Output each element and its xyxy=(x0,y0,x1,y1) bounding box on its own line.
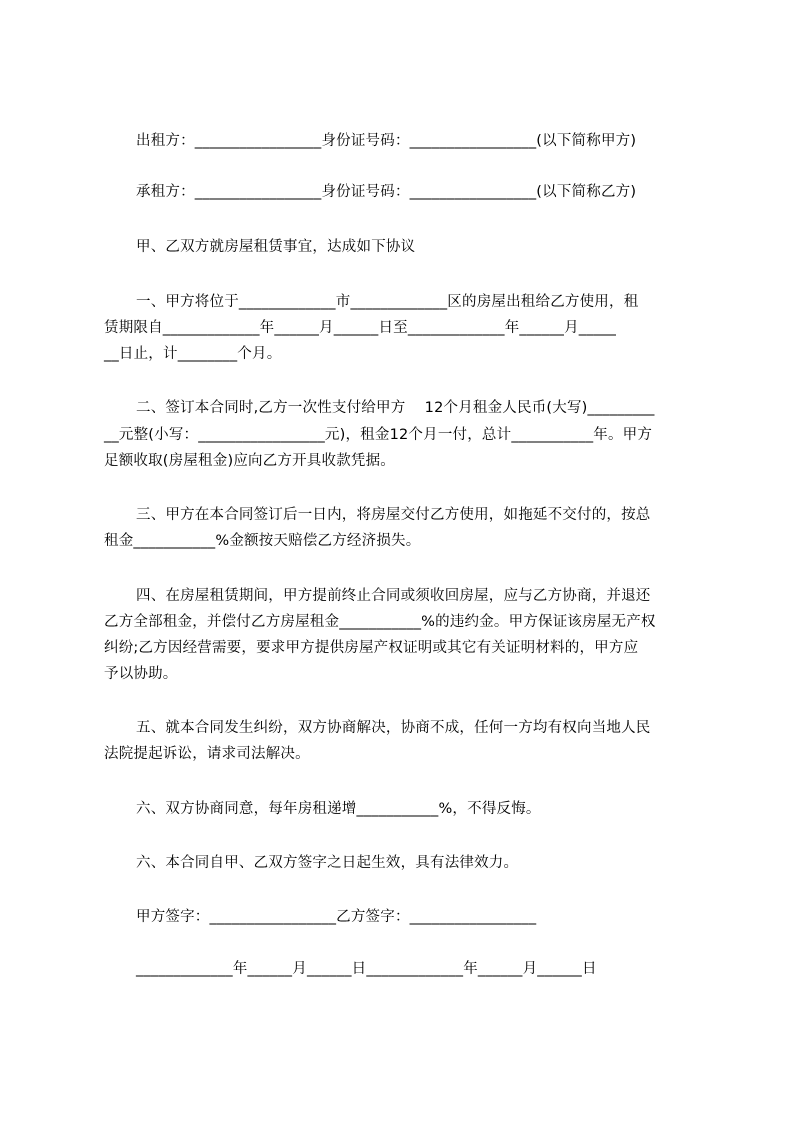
signature-line: 甲方签字：_________________乙方签字：_________________ xyxy=(136,909,537,925)
clause-1-line-1: 一、甲方将位于_____________市_____________区的房屋出租给乙方使用，租 xyxy=(136,294,639,310)
lessor-line: 出租方：_________________身份证号码：_________________(以下简称甲方) xyxy=(136,133,637,149)
clause-4-line-3: 纠纷;乙方因经营需要，要求甲方提供房屋产权证明或其它有关证明材料的，甲方应 xyxy=(104,640,639,656)
clause-5-line-1: 五、就本合同发生纠纷，双方协商解决，协商不成，任何一方均有权向当地人民 xyxy=(136,720,651,736)
clause-4-line-1: 四、在房屋租赁期间，甲方提前终止合同或须收回房屋，应与乙方协商，并退还 xyxy=(136,588,651,604)
clause-2-line-3: 足额收取(房屋租金)应向乙方开具收款凭据。 xyxy=(104,453,396,469)
clause-2-line-1: 二、签订本合同时,乙方一次性支付给甲方 12个月租金人民币(大写)_________ xyxy=(136,400,655,416)
clause-1-line-2: 赁期限自_____________年______月______日至_____________年______月_____ xyxy=(104,320,617,336)
clause-2-line-2: __元整(小写：_________________元)，租金12个月一付，总计___________年。甲方 xyxy=(104,427,653,443)
lessee-line: 承租方：_________________身份证号码：_________________(以下简称乙方) xyxy=(136,184,637,200)
clause-6a-line: 六、双方协商同意，每年房租递增___________%，不得反悔。 xyxy=(136,801,541,817)
agreement-intro: 甲、乙双方就房屋租赁事宜，达成如下协议 xyxy=(136,239,416,255)
clause-3-line-2: 租金___________%金额按天赔偿乙方经济损失。 xyxy=(104,533,421,549)
date-line: _____________年______月______日_____________年______月______日 xyxy=(136,961,597,977)
clause-6b-line: 六、本合同自甲、乙双方签字之日起生效，具有法律效力。 xyxy=(136,855,519,871)
clause-4-line-4: 予以协助。 xyxy=(104,666,178,682)
clause-4-line-2: 乙方全部租金，并偿付乙方房屋租金___________%的违约金。甲方保证该房屋无产权 xyxy=(104,614,656,630)
clause-3-line-1: 三、甲方在本合同签订后一日内，将房屋交付乙方使用，如拖延不交付的，按总 xyxy=(136,507,651,523)
clause-5-line-2: 法院提起诉讼，请求司法解决。 xyxy=(104,746,310,762)
clause-1-line-3: __日止，计________个月。 xyxy=(104,346,282,362)
